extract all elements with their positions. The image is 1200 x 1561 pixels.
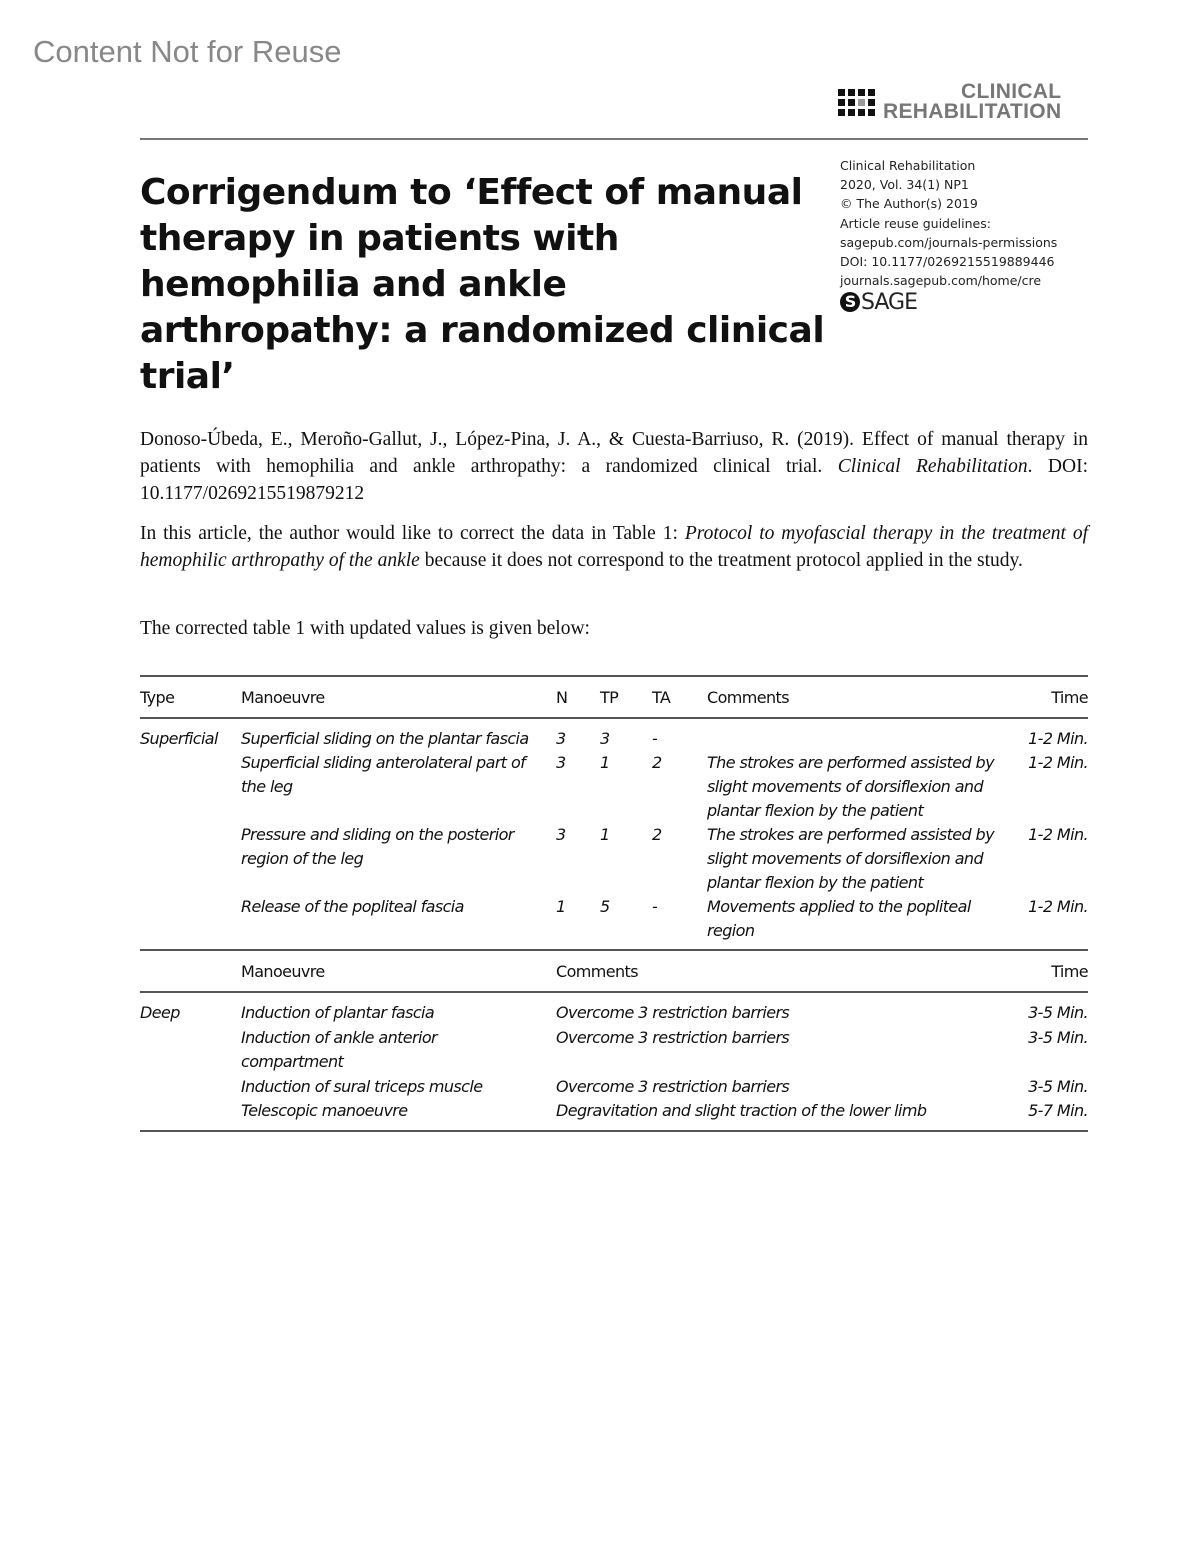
table-cell — [707, 718, 1017, 751]
journal-info — [840, 156, 1058, 315]
table-cell: Overcome 3 restriction barriers — [556, 1076, 790, 1096]
sage-logo: S SAGE — [840, 292, 1057, 312]
table-row — [140, 992, 1088, 1026]
table-row — [140, 823, 1088, 895]
info-link[interactable]: journals.sagepub.com/home/cre — [840, 273, 1042, 289]
correction-paragraph: In this article, the author would like to correct the data in Table 1: Protocol to myofascial therapy in the treatment of hemophilic arthropathy of the ankle because it does not correspond to the treatment protocol applied in the study. — [140, 523, 1089, 571]
table-cell: Induction of plantar fascia — [241, 1003, 435, 1022]
table-cell: 5-7 Min. — [1028, 1101, 1088, 1120]
table-cell: 3-5 Min. — [1028, 1076, 1088, 1096]
table-cell: The strokes are performed assisted by slight movements of dorsiflexion and plantar flexion by the patient — [707, 825, 994, 892]
citation: Donoso-Úbeda, E., Meroño-Gallut, J., López-Pina, J. A., & Cuesta-Barriuso, R. (2019). Effect of manual therapy in patients with hemophilia and ankle arthropathy: a randomized clinical trial. Clinical Rehabilitation. DOI: 10.1177/0269215519879212 — [140, 429, 1089, 504]
table-cell — [140, 1075, 241, 1100]
superficial-table — [140, 675, 1088, 951]
logo-line2: REHABILITATION — [883, 100, 1062, 123]
header-rule — [140, 138, 1088, 140]
table-cell: Pressure and sliding on the posterior region of the leg — [241, 825, 514, 868]
sage-icon: S — [840, 292, 860, 312]
table-cell: Induction of ankle anterior compartment — [241, 1027, 438, 1071]
table-row — [140, 718, 1088, 751]
info-doi: DOI: 10.1177/0269215519889446 — [840, 254, 1055, 270]
table-cell: Superficial — [140, 729, 218, 748]
table-cell: 1-2 Min. — [1028, 729, 1088, 748]
table-cell: - — [652, 897, 658, 916]
table-cell — [140, 751, 241, 823]
table-cell: 5 — [600, 897, 610, 916]
table-header: Type Manoeuvre N TP TA Comments Time — [140, 676, 1088, 718]
table-cell: 1 — [556, 897, 566, 916]
table-cell: 3-5 Min. — [1028, 1027, 1088, 1047]
table-cell: 3 — [556, 729, 566, 748]
info-line: Clinical Rehabilitation — [840, 158, 976, 173]
journal-logo — [838, 82, 1061, 122]
table-row — [140, 1026, 1088, 1075]
table-cell — [140, 895, 241, 950]
table-cell: The strokes are performed assisted by slight movements of dorsiflexion and plantar flexion by the patient — [707, 753, 994, 820]
table-intro: The corrected table 1 with updated values is given below: — [140, 618, 590, 639]
table-cell: Deep — [140, 1003, 180, 1022]
table-cell: 2 — [652, 825, 662, 844]
table-cell: Superficial sliding anterolateral part of the leg — [241, 753, 526, 796]
table-cell — [140, 1026, 241, 1075]
table-cell: Release of the popliteal fascia — [241, 897, 464, 916]
table-cell: 3-5 Min. — [1028, 1003, 1088, 1022]
table-cell: 3 — [600, 729, 610, 748]
table-cell: 1 — [600, 753, 610, 772]
table-row — [140, 1099, 1088, 1131]
info-line: 2020, Vol. 34(1) NP1 — [840, 177, 969, 193]
table-cell: Overcome 3 restriction barriers — [556, 1003, 790, 1022]
info-link[interactable]: sagepub.com/journals-permissions — [840, 234, 1058, 250]
table-header: Manoeuvre Comments Time — [140, 951, 1088, 992]
table-cell — [140, 1099, 241, 1131]
deep-table — [140, 951, 1088, 1132]
table-cell: 2 — [652, 753, 662, 772]
table-cell: Superficial sliding on the plantar fascia — [241, 729, 529, 748]
table-row — [140, 751, 1088, 823]
watermark: Content Not for Reuse — [33, 34, 342, 69]
table-cell: 1-2 Min. — [1028, 825, 1088, 844]
table-row — [140, 1075, 1088, 1100]
table-cell: 1-2 Min. — [1028, 897, 1088, 916]
table-cell: 1 — [600, 825, 610, 844]
table-cell: 3 — [556, 825, 566, 844]
grid-logo-icon — [838, 89, 875, 116]
table-cell — [140, 823, 241, 895]
info-line: Article reuse guidelines: — [840, 215, 991, 231]
article-title: Corrigendum to ‘Effect of manual therapy in patients with hemophilia and ankle arthropathy: a randomized clinical trial’ — [140, 172, 825, 397]
table-row — [140, 895, 1088, 950]
table-cell: Degravitation and slight traction of the lower limb — [556, 1101, 927, 1120]
info-line: © The Author(s) 2019 — [840, 196, 978, 212]
table-cell: Overcome 3 restriction barriers — [556, 1027, 790, 1047]
table-cell: - — [652, 729, 658, 748]
table-cell: Induction of sural triceps muscle — [241, 1076, 483, 1096]
table-cell: Telescopic manoeuvre — [241, 1101, 408, 1120]
table-cell: 1-2 Min. — [1028, 753, 1088, 772]
table-cell: 3 — [556, 753, 566, 772]
logo-line1: CLINICAL — [961, 80, 1062, 103]
table-cell: Movements applied to the popliteal region — [707, 897, 971, 940]
